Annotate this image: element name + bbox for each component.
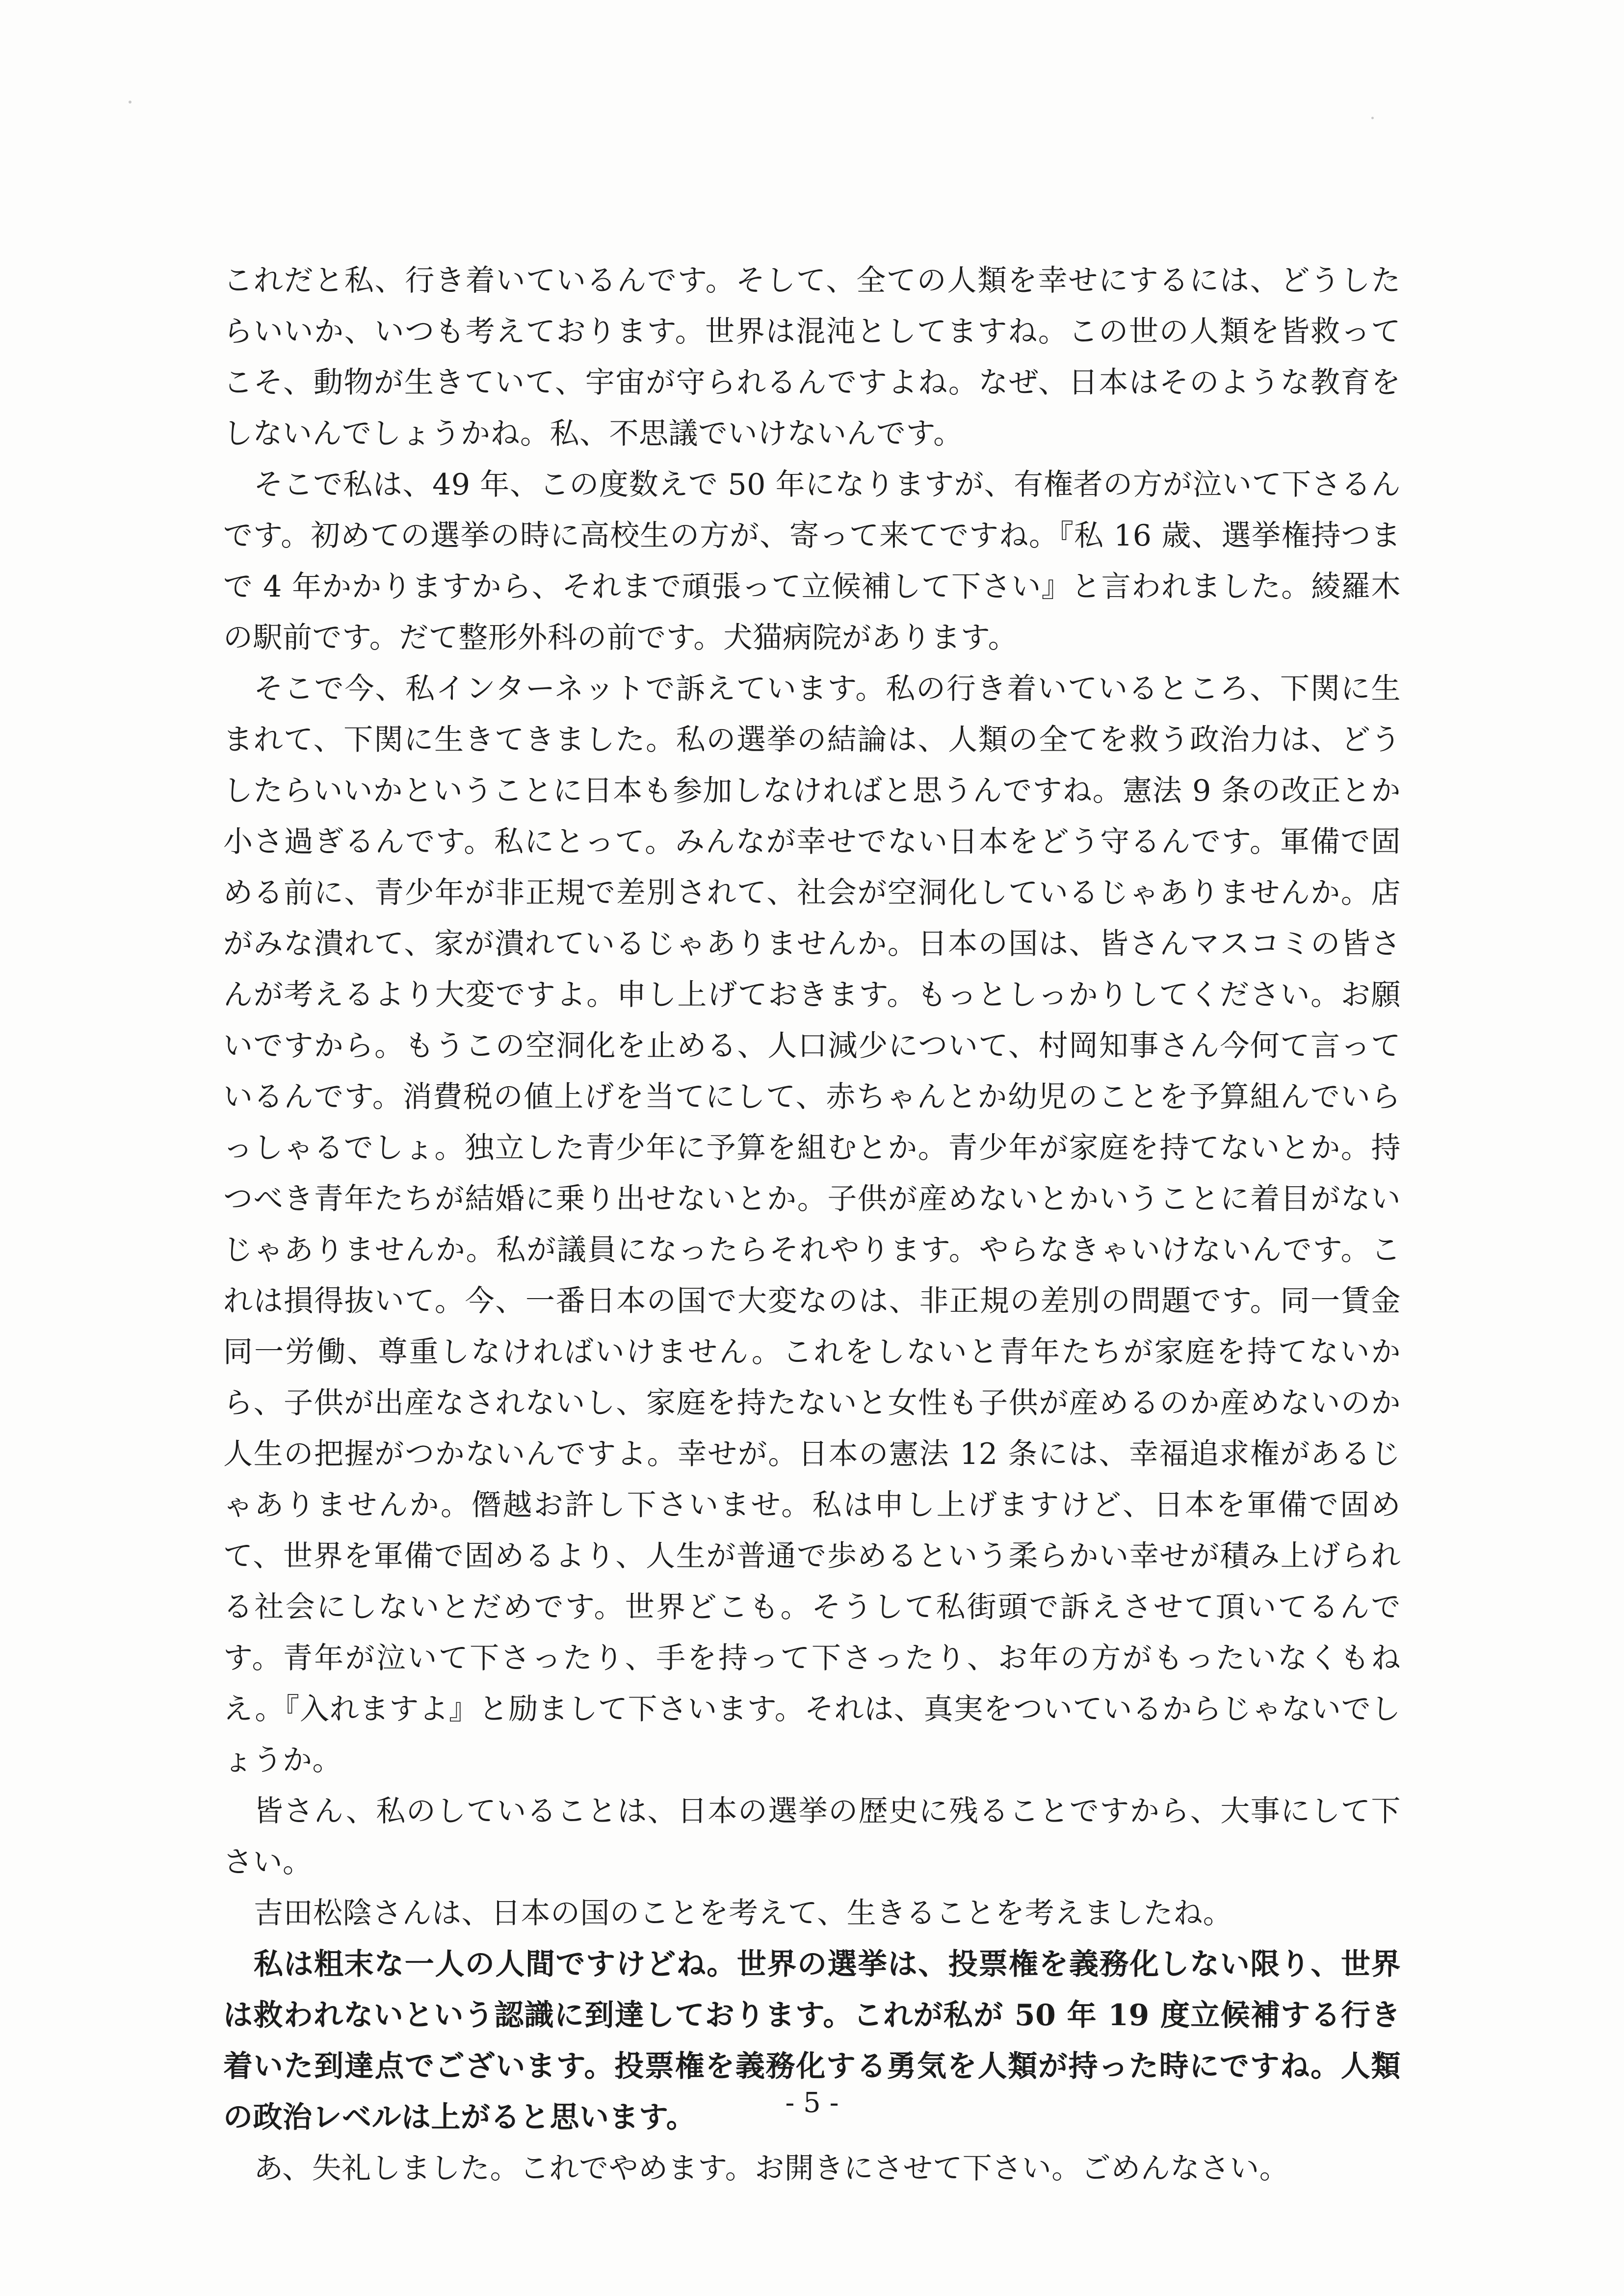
paragraph: 皆さん、私のしていることは、日本の選挙の歴史に残ることですから、大事にして下さい。 — [223, 1794, 1401, 1879]
paragraph: これだと私、行き着いているんです。そして、全ての人類を幸せにするには、どうしたらいいか、いつも考えております。世界は混沌としてますね。この世の人類を皆救ってこそ、動物が生きていて、宇宙が守られるんですよね。なぜ、日本はそのような教育をしないんでしょうかね。私、不思議でいけないんです。 — [223, 263, 1401, 451]
paragraph: そこで今、私インターネットで訴えています。私の行き着いているところ、下関に生まれて、下関に生きてきました。私の選挙の結論は、人類の全てを救う政治力は、どうしたらいいかということに日本も参加しなければと思うんですね。憲法 9 条の改正とか小さ過ぎるんです。私にとって。みんなが幸せでない日本をどう守るんです。軍備で固める前に、青少年が非正規で差別されて、社会が空洞化しているじゃありませんか。店がみな潰れて、家が潰れているじゃありませんか。日本の国は、皆さんマスコミの皆さんが考えるより大変ですよ。申し上げておきます。もっとしっかりしてください。お願いですから。もうこの空洞化を止める、人口減少について、村岡知事さん今何て言っているんです。消費税の値上げを当てにして、赤ちゃんとか幼児のことを予算組んでいらっしゃるでしょ。独立した青少年に予算を組むとか。青少年が家庭を持てないとか。持つべき青年たちが結婚に乗り出せないとか。子供が産めないとかいうことに着目がないじゃありませんか。私が議員になったらそれやります。やらなきゃいけないんです。これは損得抜いて。今、一番日本の国で大変なのは、非正規の差別の問題です。同一賃金同一労働、尊重しなければいけません。これをしないと青年たちが家庭を持てないから、子供が出産なされないし、家庭を持たないと女性も子供が産めるのか産めないのか人生の把握がつかないんですよ。幸せが。日本の憲法 12 条には、幸福追求権があるじゃありませんか。僭越お許し下さいませ。私は申し上げますけど、日本を軍備で固めて、世界を軍備で固めるより、人生が普通で歩めるという柔らかい幸せが積み上げられる社会にしないとだめです。世界どこも。そうして私街頭で訴えさせて頂いてるんです。青年が泣いて下さったり、手を持って下さったり、お年の方がもったいなくもねえ。『入れますよ』と励まして下さいます。それは、真実をついているからじゃないでしょうか。 — [223, 672, 1401, 1777]
body-text — [223, 255, 1401, 2194]
paragraph: 吉田松陰さんは、日本の国のことを考えて、生きることを考えましたね。 — [254, 1896, 1233, 1931]
paragraph-bold: 私は粗末な一人の人間ですけどね。世界の選挙は、投票権を義務化しない限り、世界は救われないという認識に到達しております。これが私が 50 年 19 度立候補する行き着いた到達点でございます。投票権を義務化する勇気を人類が持った時にですね。人類の政治レベルは上がると思います。 — [223, 1947, 1401, 2135]
page-number: - 5 - — [785, 2087, 839, 2119]
paragraph: そこで私は、49 年、この度数えで 50 年になりますが、有権者の方が泣いて下さるんです。初めての選挙の時に高校生の方が、寄って来てですね。『私 16 歳、選挙権持つまで 4 年かかりますから、それまで頑張って立候補して下さい』と言われました。綾羅木の駅前です。だて整形外科の前です。犬猫病院があります。 — [223, 468, 1401, 655]
paragraph: あ、失礼しました。これでやめます。お開きにさせて下さい。ごめんなさい。 — [254, 2151, 1289, 2186]
scan-speck — [1371, 117, 1374, 119]
scan-speck — [129, 101, 131, 104]
